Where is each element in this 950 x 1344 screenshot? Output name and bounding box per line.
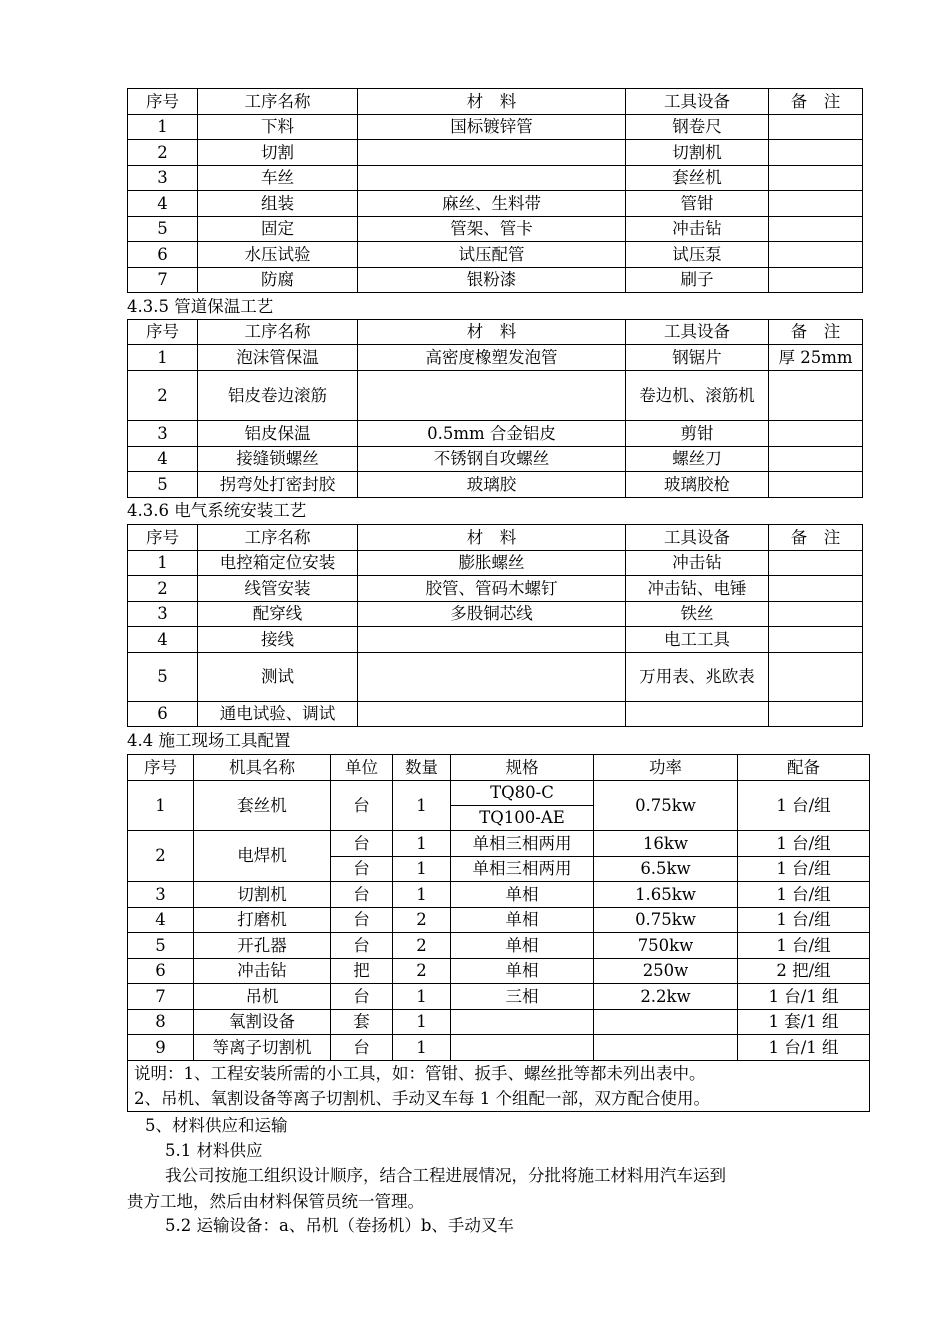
remark-cell	[769, 421, 863, 447]
tool-name: 等离子切割机	[194, 1035, 331, 1061]
tool-cell: 冲击钻	[626, 551, 769, 576]
table-row	[128, 1010, 870, 1035]
material-cell: 不锈钢自攻螺丝	[358, 447, 626, 472]
header-cell: 备 注	[769, 525, 863, 551]
row-number: 4	[128, 191, 198, 217]
heading-pipe-insulation: 4.3.5 管道保温工艺	[127, 297, 274, 316]
table-row	[128, 140, 863, 166]
tool-cell: 套丝机	[626, 166, 769, 191]
spec-cell: 单相三相两用	[451, 857, 594, 882]
spec-cell: TQ80-C	[451, 781, 594, 806]
equip-cell: 1 台/组	[738, 908, 870, 933]
row-number: 5	[128, 472, 198, 498]
table-row	[128, 217, 863, 242]
equip-cell: 1 台/组	[738, 857, 870, 882]
table-header-row	[128, 89, 863, 115]
table-row	[128, 831, 870, 857]
header-cell: 序号	[128, 320, 198, 345]
spec-cell: 单相	[451, 933, 594, 959]
table-row	[128, 345, 863, 371]
material-cell	[358, 653, 626, 702]
tool-cell: 钢卷尺	[626, 115, 769, 140]
table-row	[128, 702, 863, 727]
row-number: 6	[128, 242, 198, 268]
table-row	[128, 602, 863, 627]
section-5-title: 5、材料供应和运输	[145, 1116, 288, 1135]
remark-cell	[769, 602, 863, 627]
row-number: 7	[128, 984, 194, 1010]
remark-cell	[769, 140, 863, 166]
material-cell	[358, 140, 626, 166]
qty-cell: 1	[393, 984, 451, 1010]
remark-cell	[769, 166, 863, 191]
equip-cell: 1 台/1 组	[738, 984, 870, 1010]
unit-cell: 台	[331, 984, 393, 1010]
header-cell: 工具设备	[626, 89, 769, 115]
tool-name: 电焊机	[194, 831, 331, 882]
table-row	[128, 627, 863, 653]
process-name: 铝皮卷边滚筋	[198, 371, 358, 421]
remark-cell	[769, 627, 863, 653]
remark-cell	[769, 551, 863, 576]
header-cell: 材 料	[358, 525, 626, 551]
material-cell	[358, 166, 626, 191]
unit-cell: 台	[331, 908, 393, 933]
row-number: 2	[128, 831, 194, 882]
process-name: 组装	[198, 191, 358, 217]
header-cell: 序号	[128, 755, 194, 781]
tool-cell: 刷子	[626, 268, 769, 293]
row-number: 3	[128, 421, 198, 447]
table-row	[128, 551, 863, 576]
equip-cell: 1 台/组	[738, 882, 870, 908]
spec-cell: 单相三相两用	[451, 831, 594, 857]
unit-cell: 套	[331, 1010, 393, 1035]
header-cell: 材 料	[358, 89, 626, 115]
unit-cell: 台	[331, 933, 393, 959]
process-name: 通电试验、调试	[198, 702, 358, 727]
unit-cell: 台	[331, 1035, 393, 1061]
equip-cell: 1 台/组	[738, 831, 870, 857]
spec-cell: 单相	[451, 882, 594, 908]
process-name: 线管安装	[198, 576, 358, 602]
process-name: 固定	[198, 217, 358, 242]
material-cell: 0.5mm 合金铝皮	[358, 421, 626, 447]
remark-cell	[769, 653, 863, 702]
process-name: 拐弯处打密封胶	[198, 472, 358, 498]
table-row	[128, 421, 863, 447]
power-cell: 0.75kw	[594, 908, 738, 933]
tool-name: 冲击钻	[194, 959, 331, 984]
power-cell: 750kw	[594, 933, 738, 959]
heading-site-tools: 4.4 施工现场工具配置	[127, 731, 291, 750]
power-cell	[594, 1035, 738, 1061]
remark-cell	[769, 217, 863, 242]
qty-cell: 1	[393, 882, 451, 908]
row-number: 2	[128, 140, 198, 166]
table-row	[128, 268, 863, 293]
paragraph-line-1: 我公司按施工组织设计顺序，结合工程进展情况，分批将施工材料用汽车运到	[165, 1166, 726, 1185]
process-name: 配穿线	[198, 602, 358, 627]
table-row	[128, 959, 870, 984]
tool-name: 切割机	[194, 882, 331, 908]
row-number: 5	[128, 217, 198, 242]
material-cell	[358, 627, 626, 653]
tool-cell: 冲击钻、电锤	[626, 576, 769, 602]
header-cell: 材 料	[358, 320, 626, 345]
power-cell: 2.2kw	[594, 984, 738, 1010]
header-cell: 规格	[451, 755, 594, 781]
tool-cell: 铁丝	[626, 602, 769, 627]
qty-cell: 2	[393, 933, 451, 959]
material-cell: 银粉漆	[358, 268, 626, 293]
material-cell: 管架、管卡	[358, 217, 626, 242]
material-cell: 高密度橡塑发泡管	[358, 345, 626, 371]
material-cell: 试压配管	[358, 242, 626, 268]
process-table-pipe-install	[127, 88, 863, 293]
process-name: 下料	[198, 115, 358, 140]
process-name: 测试	[198, 653, 358, 702]
power-cell: 250w	[594, 959, 738, 984]
row-number: 4	[128, 627, 198, 653]
tool-name: 打磨机	[194, 908, 331, 933]
tool-cell: 冲击钻	[626, 217, 769, 242]
row-number: 4	[128, 447, 198, 472]
table-row	[128, 371, 863, 421]
remark-cell	[769, 115, 863, 140]
material-cell: 麻丝、生料带	[358, 191, 626, 217]
table-row	[128, 882, 870, 908]
equip-cell: 1 台/组	[738, 781, 870, 831]
spec-cell: 单相	[451, 908, 594, 933]
unit-cell: 台	[331, 882, 393, 908]
row-number: 4	[128, 908, 194, 933]
equip-cell: 1 套/1 组	[738, 1010, 870, 1035]
remark-cell	[769, 447, 863, 472]
spec-cell	[451, 1035, 594, 1061]
table-header-row	[128, 525, 863, 551]
row-number: 1	[128, 551, 198, 576]
process-name: 泡沫管保温	[198, 345, 358, 371]
header-cell: 序号	[128, 525, 198, 551]
table-row	[128, 472, 863, 498]
header-cell: 功率	[594, 755, 738, 781]
power-cell: 1.65kw	[594, 882, 738, 908]
qty-cell: 1	[393, 1010, 451, 1035]
remark-cell	[769, 242, 863, 268]
tool-name: 氧割设备	[194, 1010, 331, 1035]
table-row	[128, 166, 863, 191]
header-cell: 机具名称	[194, 755, 331, 781]
spec-cell: 单相	[451, 959, 594, 984]
table-row	[128, 1035, 870, 1061]
process-name: 接线	[198, 627, 358, 653]
power-cell: 6.5kw	[594, 857, 738, 882]
table-row	[128, 447, 863, 472]
process-name: 车丝	[198, 166, 358, 191]
row-number: 1	[128, 345, 198, 371]
material-cell: 胶管、管码木螺钉	[358, 576, 626, 602]
qty-cell: 1	[393, 857, 451, 882]
process-name: 切割	[198, 140, 358, 166]
header-cell: 序号	[128, 89, 198, 115]
header-cell: 工具设备	[626, 525, 769, 551]
row-number: 2	[128, 576, 198, 602]
spec-cell: TQ100-AE	[451, 806, 594, 831]
section-5-1-title: 5.1 材料供应	[165, 1141, 263, 1160]
header-cell: 单位	[331, 755, 393, 781]
table-header-row	[128, 755, 870, 781]
row-number: 2	[128, 371, 198, 421]
table-header-row	[128, 320, 863, 345]
tool-cell	[626, 702, 769, 727]
remark-cell	[769, 371, 863, 421]
header-cell: 备 注	[769, 320, 863, 345]
table-row	[128, 984, 870, 1010]
row-number: 3	[128, 166, 198, 191]
row-number: 3	[128, 882, 194, 908]
material-cell: 玻璃胶	[358, 472, 626, 498]
material-cell: 膨胀螺丝	[358, 551, 626, 576]
remark-cell	[769, 702, 863, 727]
tool-cell: 剪钳	[626, 421, 769, 447]
remark-cell	[769, 472, 863, 498]
note-row	[128, 1061, 870, 1112]
process-table-pipe-insulation	[127, 319, 863, 498]
tool-cell: 玻璃胶枪	[626, 472, 769, 498]
tool-cell: 电工工具	[626, 627, 769, 653]
row-number: 5	[128, 933, 194, 959]
row-number: 6	[128, 702, 198, 727]
header-cell: 数量	[393, 755, 451, 781]
row-number: 1	[128, 781, 194, 831]
process-name: 接缝锁螺丝	[198, 447, 358, 472]
table-row	[128, 242, 863, 268]
process-name: 铝皮保温	[198, 421, 358, 447]
row-number: 6	[128, 959, 194, 984]
header-cell: 工具设备	[626, 320, 769, 345]
tool-cell: 万用表、兆欧表	[626, 653, 769, 702]
row-number: 1	[128, 115, 198, 140]
tool-cell: 螺丝刀	[626, 447, 769, 472]
table-row	[128, 781, 870, 806]
power-cell: 0.75kw	[594, 781, 738, 831]
qty-cell: 1	[393, 781, 451, 831]
remark-cell: 厚 25mm	[769, 345, 863, 371]
unit-cell: 把	[331, 959, 393, 984]
section-5-2-title: 5.2 运输设备：a、吊机（卷扬机）b、手动叉车	[165, 1216, 514, 1235]
table-row	[128, 908, 870, 933]
note-line-2: 2、吊机、氧割设备等离子切割机、手动叉车每 1 个组配一部，双方配合使用。	[134, 1089, 710, 1108]
tool-name: 开孔器	[194, 933, 331, 959]
tool-cell: 管钳	[626, 191, 769, 217]
unit-cell: 台	[331, 857, 393, 882]
table-row	[128, 191, 863, 217]
header-cell: 工序名称	[198, 89, 358, 115]
row-number: 5	[128, 653, 198, 702]
tool-config-table	[127, 754, 870, 1112]
spec-cell: 三相	[451, 984, 594, 1010]
row-number: 9	[128, 1035, 194, 1061]
paragraph-line-2: 贵方工地，然后由材料保管员统一管理。	[127, 1192, 424, 1211]
remark-cell	[769, 268, 863, 293]
process-name: 电控箱定位安装	[198, 551, 358, 576]
qty-cell: 1	[393, 831, 451, 857]
header-cell: 工序名称	[198, 320, 358, 345]
unit-cell: 台	[331, 831, 393, 857]
tool-cell: 切割机	[626, 140, 769, 166]
remark-cell	[769, 191, 863, 217]
equip-cell: 1 台/1 组	[738, 1035, 870, 1061]
qty-cell: 2	[393, 959, 451, 984]
process-name: 水压试验	[198, 242, 358, 268]
tool-name: 吊机	[194, 984, 331, 1010]
power-cell: 16kw	[594, 831, 738, 857]
material-cell: 多股铜芯线	[358, 602, 626, 627]
table-row	[128, 653, 863, 702]
header-cell: 配备	[738, 755, 870, 781]
material-cell: 国标镀锌管	[358, 115, 626, 140]
qty-cell: 1	[393, 1035, 451, 1061]
power-cell	[594, 1010, 738, 1035]
note-line-1: 说明：1、工程安装所需的小工具，如：管钳、扳手、螺丝批等都未列出表中。	[134, 1064, 706, 1083]
tool-cell: 卷边机、滚筋机	[626, 371, 769, 421]
tool-cell: 试压泵	[626, 242, 769, 268]
table-row	[128, 576, 863, 602]
spec-cell	[451, 1010, 594, 1035]
unit-cell: 台	[331, 781, 393, 831]
remark-cell	[769, 576, 863, 602]
equip-cell: 2 把/组	[738, 959, 870, 984]
tool-cell: 钢锯片	[626, 345, 769, 371]
row-number: 3	[128, 602, 198, 627]
row-number: 8	[128, 1010, 194, 1035]
material-cell	[358, 702, 626, 727]
heading-electrical-install: 4.3.6 电气系统安装工艺	[127, 501, 307, 520]
table-row	[128, 933, 870, 959]
process-name: 防腐	[198, 268, 358, 293]
tool-name: 套丝机	[194, 781, 331, 831]
qty-cell: 2	[393, 908, 451, 933]
process-table-electrical	[127, 524, 863, 727]
row-number: 7	[128, 268, 198, 293]
table-row	[128, 115, 863, 140]
header-cell: 工序名称	[198, 525, 358, 551]
header-cell: 备 注	[769, 89, 863, 115]
material-cell	[358, 371, 626, 421]
equip-cell: 1 台/组	[738, 933, 870, 959]
